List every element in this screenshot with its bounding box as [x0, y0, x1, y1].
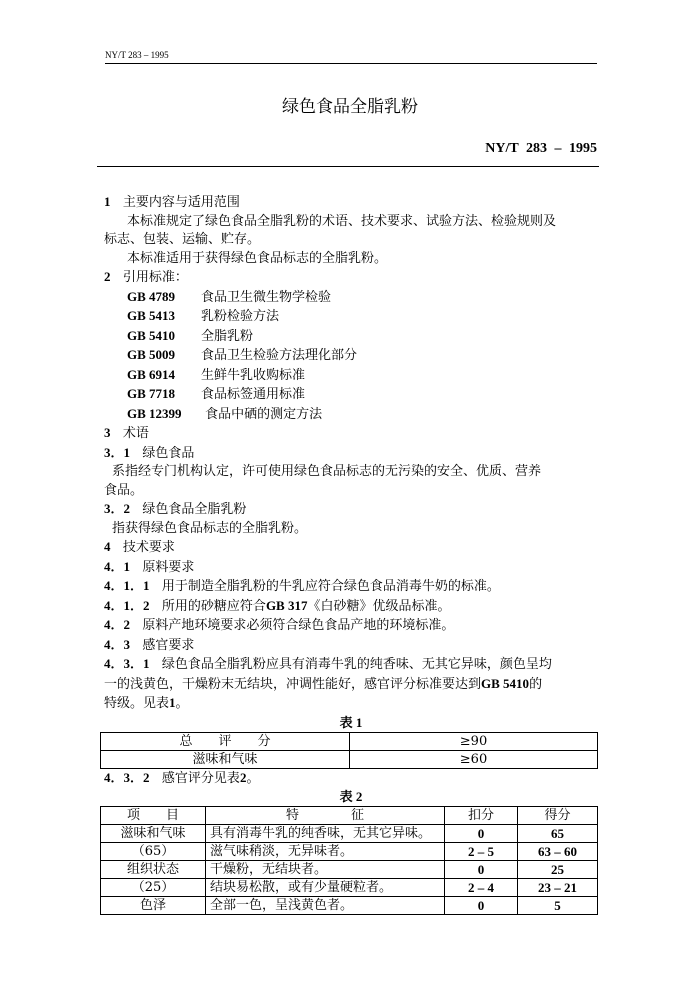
table-cell: （25） — [101, 879, 206, 897]
table-cell: 0 — [445, 861, 518, 879]
running-header: NY/T 283 – 1995 — [105, 50, 169, 60]
table-cell: 结块易松散，或有少量硬粒者。 — [206, 879, 445, 897]
section-3-2-heading: 3．2 绿色食品全脂乳粉 — [104, 501, 247, 517]
header-rule — [105, 63, 597, 64]
section-4-3-1-c: 特级。见表1。 — [104, 695, 189, 711]
table-cell: 滋味和气味 — [101, 825, 206, 843]
table-cell: ≥60 — [350, 750, 598, 768]
section-3-2-text: 指获得绿色食品标志的全脂乳粉。 — [112, 520, 308, 536]
table-cell: 0 — [445, 897, 518, 915]
table-row — [101, 750, 598, 768]
section-3-1-text-a: 系指经专门机构认定，许可使用绿色食品标志的无污染的安全、优质、营养 — [112, 464, 542, 479]
table-cell: （65） — [101, 843, 206, 861]
table-row — [101, 897, 598, 915]
table-cell: 全部一色，呈浅黄色者。 — [206, 897, 445, 915]
table-cell: 滋味和气味 — [101, 750, 350, 768]
section-1-heading: 1 主要内容与适用范围 — [104, 194, 240, 210]
table-2-caption: 表 2 — [339, 789, 363, 804]
table-cell: 干燥粉，无结块者。 — [206, 861, 445, 879]
document-title: 绿色食品全脂乳粉 — [282, 97, 418, 117]
reference-item: GB 5009 食品卫生检验方法理化部分 — [127, 347, 358, 363]
table-cell: 滋气味稍淡，无异味者。 — [206, 843, 445, 861]
table-row — [101, 732, 598, 750]
section-4-1-1: 4．1．1 用于制造全脂乳粉的牛乳应符合绿色食品消毒牛奶的标准。 — [104, 578, 500, 594]
table-row — [101, 861, 598, 879]
section-1-para-1b: 标志、包装、运输、贮存。 — [104, 232, 261, 247]
table-cell: 5 — [518, 897, 598, 915]
reference-item: GB 7718 食品标签通用标准 — [127, 386, 306, 402]
reference-item: GB 6914 生鲜牛乳收购标准 — [127, 366, 306, 383]
column-header: 得分 — [518, 807, 598, 825]
table-2 — [100, 806, 598, 915]
reference-item: GB 5410 全脂乳粉 — [127, 327, 254, 344]
table-cell: 组织状态 — [101, 861, 206, 879]
reference-item: GB 4789 食品卫生微生物学检验 — [127, 288, 332, 305]
section-3-heading: 3 术语 — [104, 425, 149, 441]
column-header: 特 征 — [206, 807, 445, 825]
table-header-row — [101, 807, 598, 825]
table-cell: 65 — [518, 825, 598, 843]
column-header: 扣分 — [445, 807, 518, 825]
table-cell: 25 — [518, 861, 598, 879]
section-3-1-heading: 3．1 绿色食品 — [104, 444, 195, 461]
section-4-3-1-b: 一的浅黄色，干燥粉末无结块，冲调性能好，感官评分标准要达到GB 5410的 — [104, 675, 543, 692]
column-header: 项 目 — [101, 807, 206, 825]
table-row — [101, 879, 598, 897]
table-cell: ≥90 — [350, 732, 598, 750]
section-4-2: 4．2 原料产地环境要求必须符合绿色食品产地的环境标准。 — [104, 617, 455, 633]
table-1-caption: 表 1 — [339, 714, 363, 730]
reference-item: GB 12399 食品中硒的测定方法 — [127, 405, 323, 422]
title-rule — [97, 166, 599, 167]
section-4-heading: 4 技术要求 — [104, 539, 175, 555]
section-4-3-heading: 4．3 感官要求 — [104, 636, 195, 653]
section-2-heading: 2 引用标准： — [104, 269, 188, 285]
table-cell: 63 – 60 — [518, 843, 598, 861]
section-4-1-heading: 4．1 原料要求 — [104, 558, 195, 575]
section-1-para-2: 本标准适用于获得绿色食品标志的全脂乳粉。 — [127, 250, 388, 266]
section-1-para-1a: 本标准规定了绿色食品全脂乳粉的术语、技术要求、试验方法、检验规则及 — [127, 213, 557, 229]
table-1 — [100, 732, 598, 769]
table-cell: 色泽 — [101, 897, 206, 915]
section-4-3-1-a: 4．3．1 绿色食品全脂乳粉应具有消毒牛乳的纯香味、无其它异味，颜色呈均 — [104, 656, 552, 672]
table-row — [101, 825, 598, 843]
table-row — [101, 843, 598, 861]
reference-item: GB 5413 乳粉检验方法 — [127, 308, 280, 324]
section-3-1-text-b: 食品。 — [104, 482, 144, 498]
table-cell: 2 – 5 — [445, 843, 518, 861]
standard-number: NY/T 283 – 1995 — [485, 141, 597, 156]
document-body — [104, 193, 598, 915]
section-4-3-2: 4．3．2 感官评分见表2。 — [104, 769, 260, 786]
table-cell: 总 评 分 — [101, 732, 350, 750]
table-cell: 2 – 4 — [445, 879, 518, 897]
table-cell: 23 – 21 — [518, 879, 598, 897]
table-cell: 0 — [445, 825, 518, 843]
table-cell: 具有消毒牛乳的纯香味，无其它异味。 — [206, 825, 445, 843]
section-4-1-2: 4．1．2 所用的砂糖应符合GB 317《白砂糖》优级品标准。 — [104, 597, 451, 614]
